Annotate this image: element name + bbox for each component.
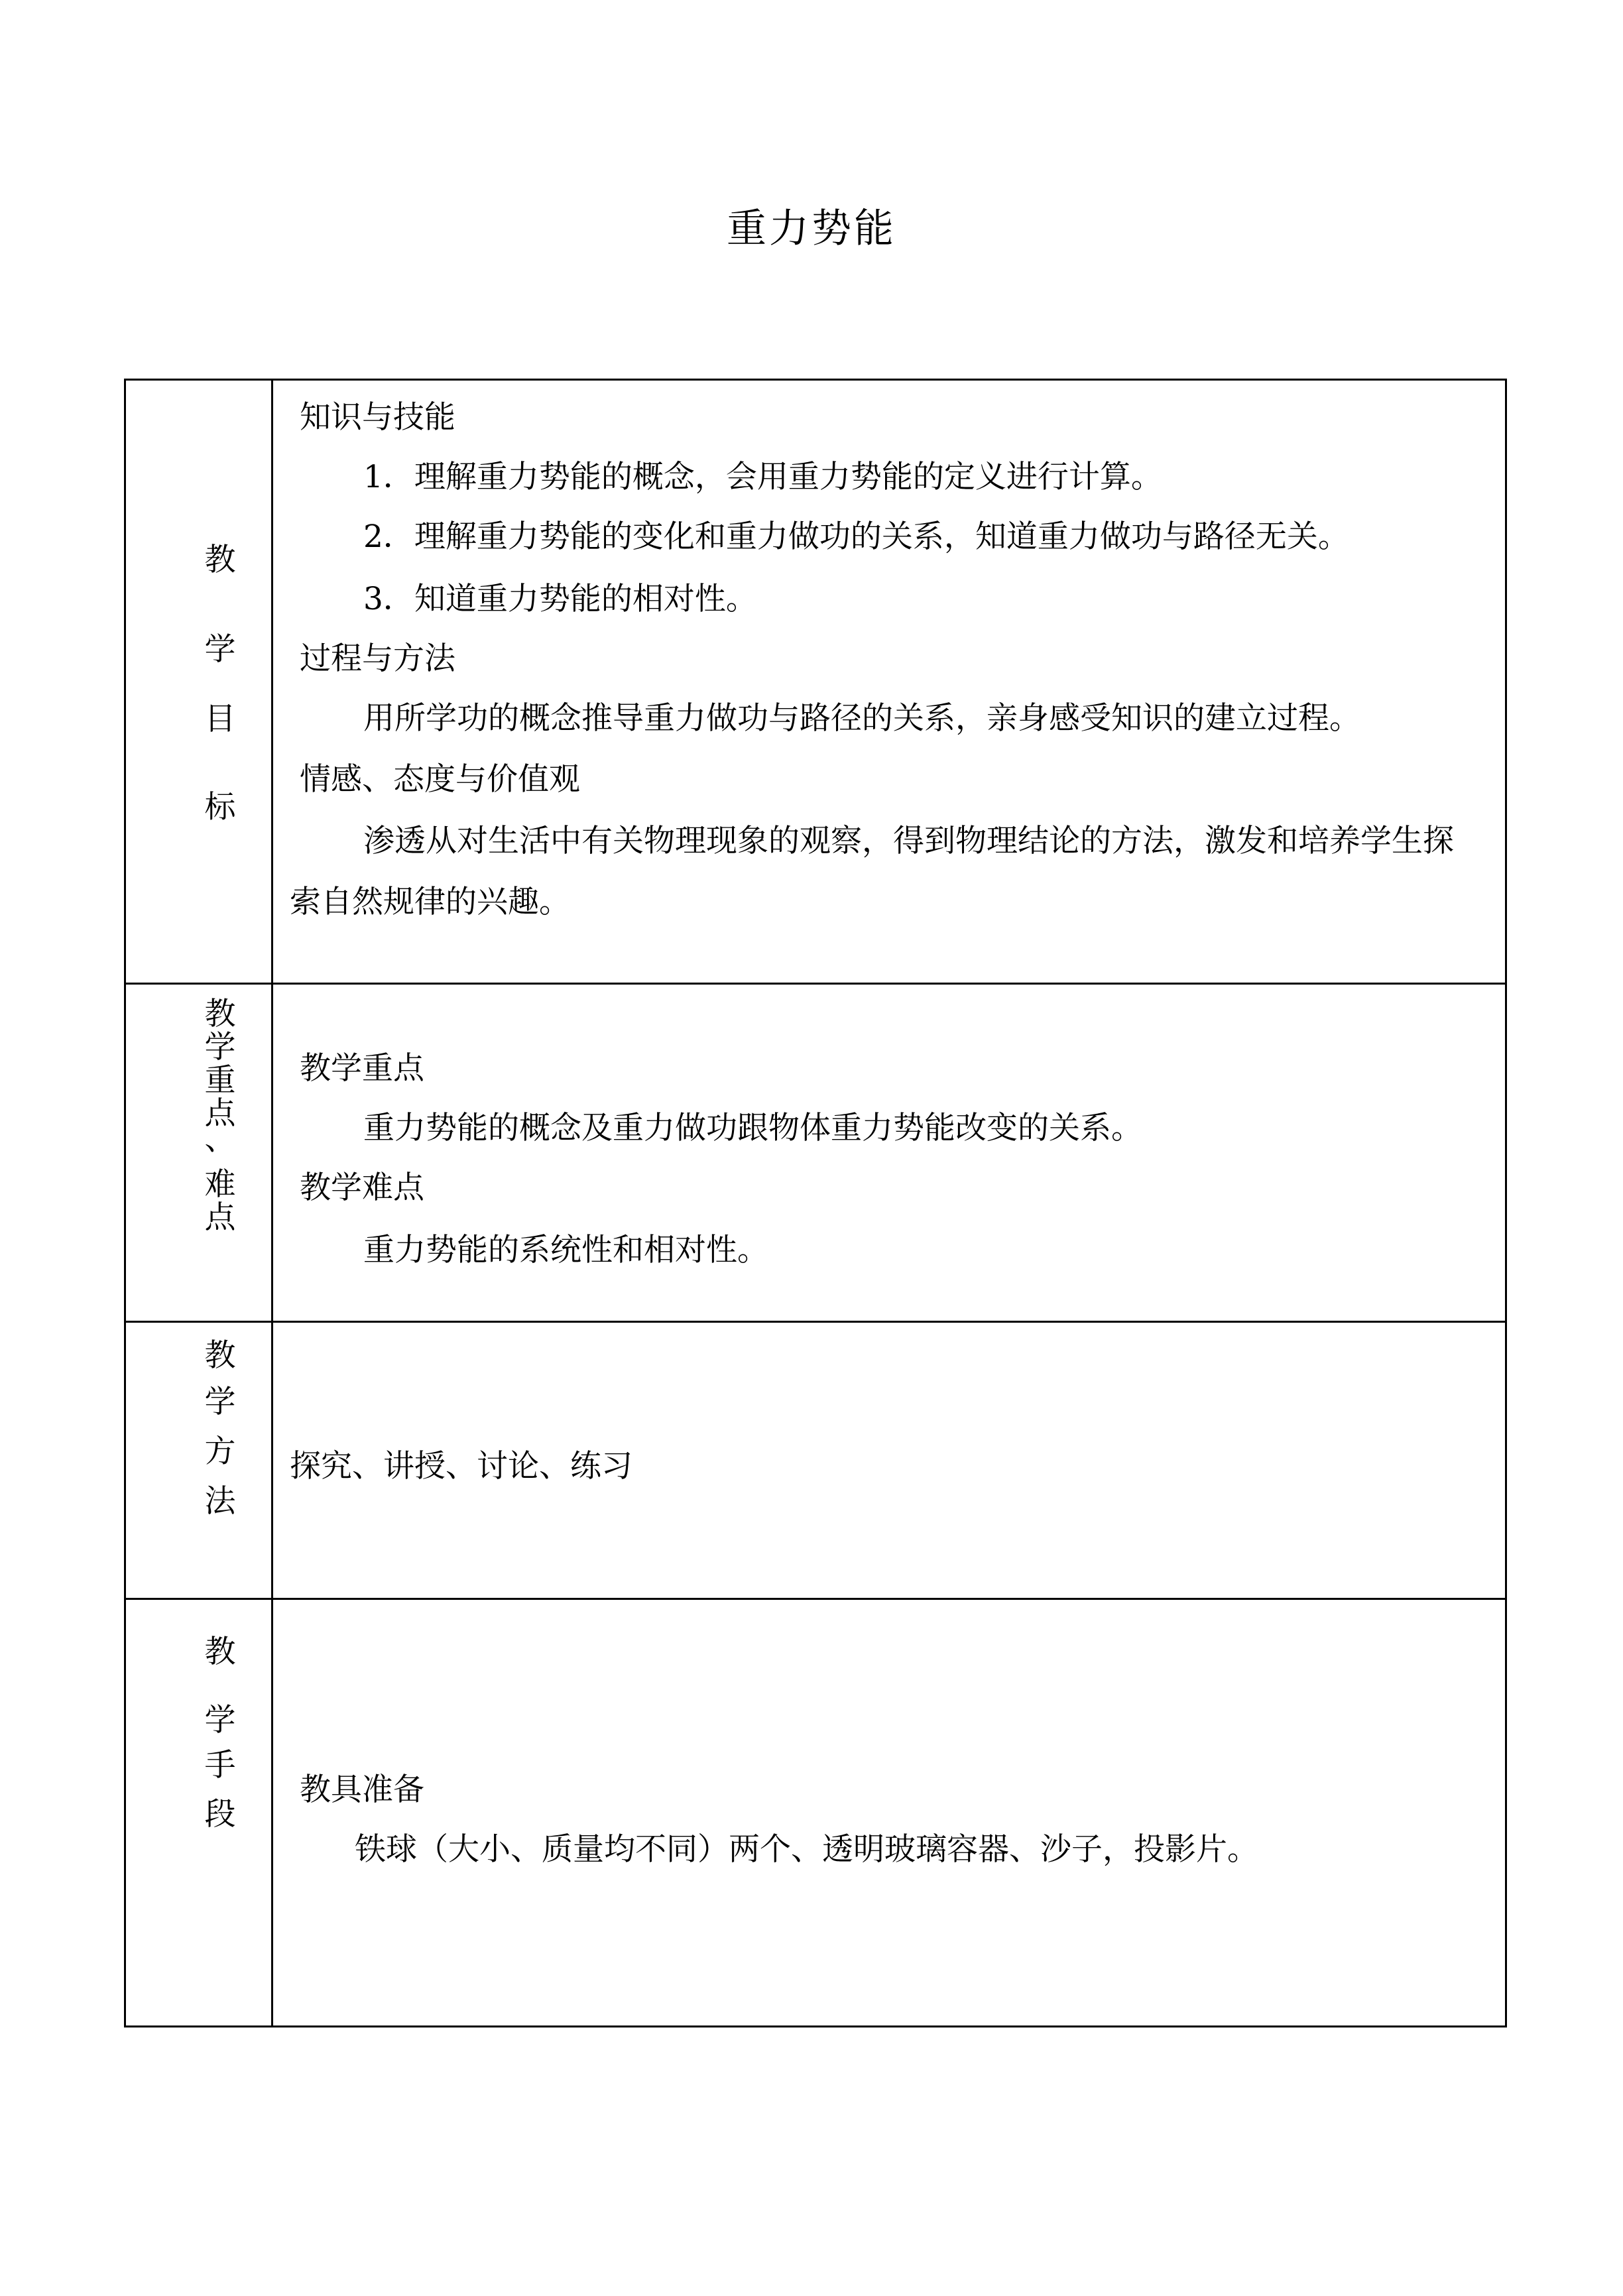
label-char: 学 — [204, 1029, 236, 1065]
methods-text: 探究、讲授、讨论、练习 — [290, 1448, 632, 1484]
heading-tools: 教具准备 — [300, 1772, 424, 1808]
heading-difficult-point: 教学难点 — [300, 1170, 424, 1206]
label-char: 手 — [204, 1747, 236, 1783]
knowledge-item-3: 3．知道重力势能的相对性。 — [363, 581, 757, 617]
label-char: 教 — [204, 1634, 236, 1670]
row-divider-1 — [124, 983, 1507, 985]
label-char: 、 — [204, 1121, 236, 1158]
label-char: 法 — [204, 1483, 236, 1520]
heading-key-point: 教学重点 — [300, 1050, 424, 1087]
label-char: 教 — [204, 1337, 236, 1374]
heading-process: 过程与方法 — [300, 640, 455, 677]
emotion-text: 渗透从对生活中有关物理现象的观察，得到物理结论的方法，激发和培养学生探索自然规律的兴趣。 — [290, 823, 1454, 920]
label-char: 难 — [204, 1166, 236, 1203]
label-char: 标 — [204, 789, 236, 825]
heading-knowledge: 知识与技能 — [300, 399, 455, 436]
tools-text: 铁球（大小、质量均不同）两个、透明玻璃容器、沙子，投影片。 — [355, 1831, 1258, 1868]
difficult-point-text: 重力势能的系统性和相对性。 — [363, 1232, 768, 1268]
knowledge-item-2: 2．理解重力势能的变化和重力做功的关系，知道重力做功与路径无关。 — [363, 518, 1349, 555]
page-title: 重力势能 — [727, 206, 896, 252]
label-char: 教 — [204, 542, 236, 578]
label-char: 点 — [204, 1095, 236, 1132]
row-divider-2 — [124, 1321, 1507, 1323]
label-char: 重 — [204, 1062, 236, 1099]
label-char: 方 — [204, 1433, 236, 1470]
heading-emotion: 情感、态度与价值观 — [300, 761, 580, 798]
key-point-text: 重力势能的概念及重力做功跟物体重力势能改变的关系。 — [363, 1110, 1142, 1146]
label-char: 目 — [204, 701, 236, 737]
label-char: 点 — [204, 1199, 236, 1236]
row-divider-3 — [124, 1598, 1507, 1600]
table-column-divider — [271, 379, 273, 2027]
label-char: 学 — [204, 1702, 236, 1738]
label-char: 学 — [204, 1384, 236, 1420]
label-char: 段 — [204, 1796, 236, 1833]
knowledge-item-1: 1．理解重力势能的概念，会用重力势能的定义进行计算。 — [363, 459, 1162, 495]
label-char: 教 — [204, 996, 236, 1032]
process-text: 用所学功的概念推导重力做功与路径的关系，亲身感受知识的建立过程。 — [363, 700, 1360, 737]
label-char: 学 — [204, 631, 236, 668]
